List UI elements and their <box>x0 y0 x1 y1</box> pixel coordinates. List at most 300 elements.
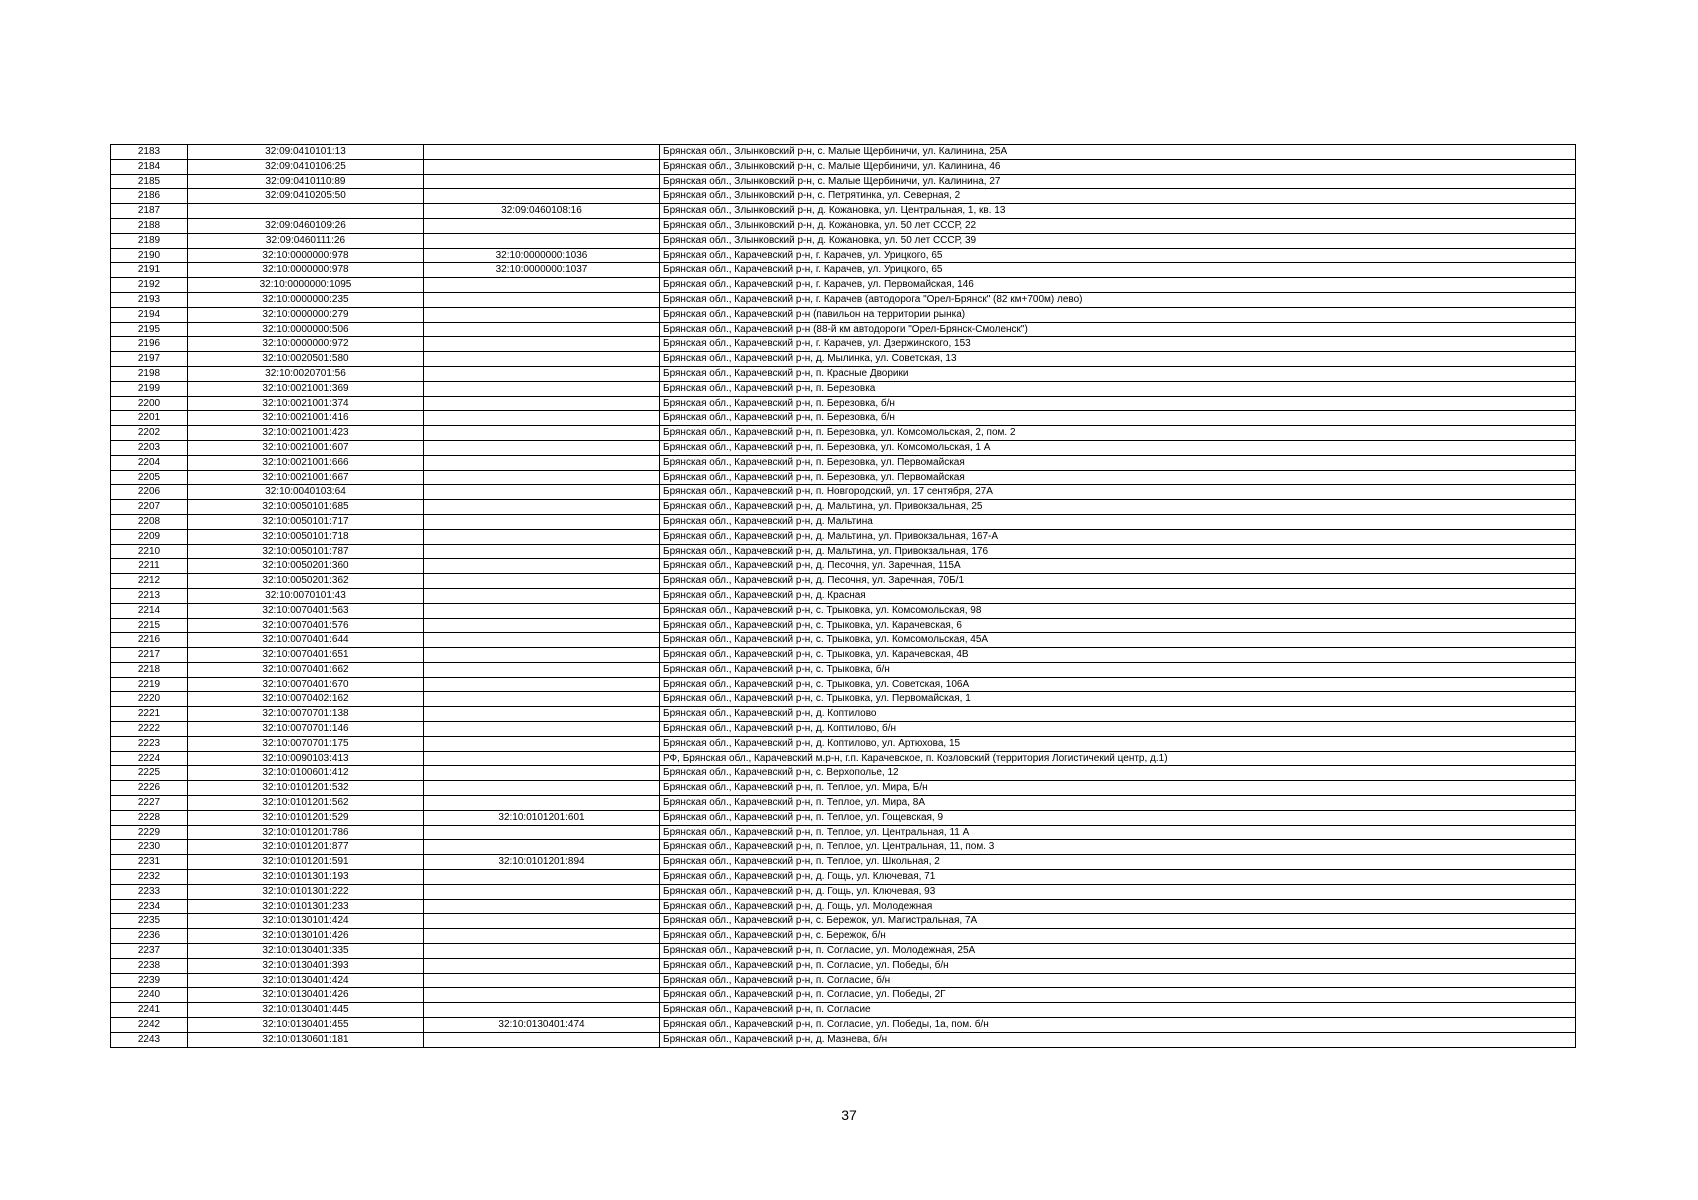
row-number-cell: 2193 <box>111 292 188 307</box>
address-cell: Брянская обл., Карачевский р-н, д. Гощь, ул. Молодежная <box>660 899 1576 914</box>
address-cell: Брянская обл., Карачевский р-н, д. Гощь, ул. Ключевая, 71 <box>660 870 1576 885</box>
row-number-cell: 2189 <box>111 233 188 248</box>
cadastral-number-cell: 32:09:0410101:13 <box>188 145 424 160</box>
table-row <box>111 500 1576 515</box>
cadastral-number-cell: 32:10:0101301:222 <box>188 884 424 899</box>
table-row <box>111 1018 1576 1033</box>
table-row <box>111 559 1576 574</box>
row-number-cell: 2237 <box>111 944 188 959</box>
row-number-cell: 2195 <box>111 322 188 337</box>
address-cell: Брянская обл., Карачевский р-н, с. Трыковка, ул. Комсомольская, 98 <box>660 603 1576 618</box>
table-row <box>111 470 1576 485</box>
table-row <box>111 751 1576 766</box>
row-number-cell: 2216 <box>111 633 188 648</box>
cadastral-number-cell: 32:10:0101201:877 <box>188 840 424 855</box>
related-cadastral-number-cell: 32:10:0000000:1036 <box>424 248 660 263</box>
table-row <box>111 218 1576 233</box>
related-cadastral-number-cell: 32:10:0130401:474 <box>424 1018 660 1033</box>
address-cell: Брянская обл., Карачевский р-н, д. Песочня, ул. Заречная, 115А <box>660 559 1576 574</box>
row-number-cell: 2224 <box>111 751 188 766</box>
cadastral-number-cell: 32:10:0130401:335 <box>188 944 424 959</box>
cadastral-number-cell: 32:10:0100601:412 <box>188 766 424 781</box>
row-number-cell: 2192 <box>111 278 188 293</box>
address-cell: Брянская обл., Злынковский р-н, с. Малые Щербиничи, ул. Калинина, 25А <box>660 145 1576 160</box>
related-cadastral-number-cell <box>424 588 660 603</box>
row-number-cell: 2223 <box>111 736 188 751</box>
table-row <box>111 411 1576 426</box>
table-row <box>111 825 1576 840</box>
address-cell: Брянская обл., Карачевский р-н, д. Песочня, ул. Заречная, 70Б/1 <box>660 574 1576 589</box>
cadastral-number-cell: 32:10:0070401:670 <box>188 677 424 692</box>
cadastral-number-cell: 32:10:0101201:562 <box>188 796 424 811</box>
row-number-cell: 2231 <box>111 855 188 870</box>
address-cell: Брянская обл., Карачевский р-н, п. Согласие, ул. Молодежная, 25А <box>660 944 1576 959</box>
row-number-cell: 2238 <box>111 958 188 973</box>
related-cadastral-number-cell <box>424 1003 660 1018</box>
table-row <box>111 810 1576 825</box>
cadastral-number-cell: 32:10:0101301:193 <box>188 870 424 885</box>
related-cadastral-number-cell <box>424 929 660 944</box>
related-cadastral-number-cell <box>424 633 660 648</box>
row-number-cell: 2236 <box>111 929 188 944</box>
address-cell: Брянская обл., Карачевский р-н, с. Трыковка, ул. Карачевская, 4В <box>660 648 1576 663</box>
table-row <box>111 840 1576 855</box>
related-cadastral-number-cell <box>424 337 660 352</box>
row-number-cell: 2222 <box>111 722 188 737</box>
related-cadastral-number-cell <box>424 352 660 367</box>
related-cadastral-number-cell <box>424 381 660 396</box>
cadastral-number-cell: 32:10:0070401:644 <box>188 633 424 648</box>
row-number-cell: 2243 <box>111 1032 188 1047</box>
row-number-cell: 2230 <box>111 840 188 855</box>
related-cadastral-number-cell <box>424 145 660 160</box>
row-number-cell: 2208 <box>111 514 188 529</box>
cadastral-number-cell: 32:10:0050101:787 <box>188 544 424 559</box>
table-row <box>111 944 1576 959</box>
cadastral-number-cell: 32:10:0000000:978 <box>188 263 424 278</box>
cadastral-number-cell: 32:10:0101201:591 <box>188 855 424 870</box>
table-row <box>111 352 1576 367</box>
address-cell: Брянская обл., Карачевский р-н (88-й км автодороги "Орел-Брянск-Смоленск") <box>660 322 1576 337</box>
related-cadastral-number-cell <box>424 796 660 811</box>
table-row <box>111 366 1576 381</box>
row-number-cell: 2241 <box>111 1003 188 1018</box>
address-cell: Брянская обл., Карачевский р-н, д. Мальтина, ул. Привокзальная, 25 <box>660 500 1576 515</box>
related-cadastral-number-cell <box>424 278 660 293</box>
row-number-cell: 2198 <box>111 366 188 381</box>
table-row <box>111 1003 1576 1018</box>
row-number-cell: 2206 <box>111 485 188 500</box>
table-row <box>111 736 1576 751</box>
table-row <box>111 174 1576 189</box>
address-cell: Брянская обл., Карачевский р-н, с. Трыковка, б/н <box>660 662 1576 677</box>
cadastral-number-cell: 32:10:0020501:580 <box>188 352 424 367</box>
related-cadastral-number-cell <box>424 500 660 515</box>
address-cell: Брянская обл., Карачевский р-н (павильон на территории рынка) <box>660 307 1576 322</box>
row-number-cell: 2240 <box>111 988 188 1003</box>
cadastral-number-cell: 32:10:0130401:445 <box>188 1003 424 1018</box>
address-cell: Брянская обл., Карачевский р-н, г. Карачев, ул. Первомайская, 146 <box>660 278 1576 293</box>
row-number-cell: 2220 <box>111 692 188 707</box>
related-cadastral-number-cell <box>424 322 660 337</box>
table-row <box>111 485 1576 500</box>
cadastral-number-cell: 32:10:0040103:64 <box>188 485 424 500</box>
address-cell: Брянская обл., Карачевский р-н, г. Карачев, ул. Дзержинского, 153 <box>660 337 1576 352</box>
cadastral-number-cell: 32:10:0130401:424 <box>188 973 424 988</box>
address-cell: Брянская обл., Карачевский р-н, п. Теплое, ул. Мира, Б/н <box>660 781 1576 796</box>
row-number-cell: 2202 <box>111 426 188 441</box>
address-cell: Брянская обл., Карачевский р-н, п. Березовка <box>660 381 1576 396</box>
related-cadastral-number-cell <box>424 677 660 692</box>
related-cadastral-number-cell <box>424 189 660 204</box>
table-row <box>111 588 1576 603</box>
row-number-cell: 2217 <box>111 648 188 663</box>
related-cadastral-number-cell <box>424 396 660 411</box>
table-row <box>111 248 1576 263</box>
row-number-cell: 2194 <box>111 307 188 322</box>
related-cadastral-number-cell <box>424 1032 660 1047</box>
row-number-cell: 2209 <box>111 529 188 544</box>
cadastral-number-cell: 32:10:0070401:576 <box>188 618 424 633</box>
related-cadastral-number-cell: 32:10:0101201:601 <box>424 810 660 825</box>
cadastral-number-cell: 32:10:0070701:138 <box>188 707 424 722</box>
cadastral-number-cell: 32:10:0130401:426 <box>188 988 424 1003</box>
cadastral-number-cell: 32:10:0021001:416 <box>188 411 424 426</box>
address-cell: Брянская обл., Карачевский р-н, д. Коптилово, ул. Артюхова, 15 <box>660 736 1576 751</box>
table-row <box>111 514 1576 529</box>
related-cadastral-number-cell <box>424 662 660 677</box>
table-row <box>111 677 1576 692</box>
table-row <box>111 796 1576 811</box>
address-cell: Брянская обл., Карачевский р-н, с. Бережок, б/н <box>660 929 1576 944</box>
row-number-cell: 2239 <box>111 973 188 988</box>
table-row <box>111 233 1576 248</box>
row-number-cell: 2187 <box>111 204 188 219</box>
table-row <box>111 603 1576 618</box>
address-cell: Брянская обл., Карачевский р-н, п. Березовка, ул. Комсомольская, 1 А <box>660 440 1576 455</box>
address-cell: Брянская обл., Карачевский р-н, д. Красная <box>660 588 1576 603</box>
address-cell: Брянская обл., Карачевский р-н, п. Согласие, ул. Победы, 2Г <box>660 988 1576 1003</box>
cadastral-number-cell: 32:09:0410110:89 <box>188 174 424 189</box>
cadastral-number-cell: 32:10:0050201:362 <box>188 574 424 589</box>
related-cadastral-number-cell <box>424 692 660 707</box>
row-number-cell: 2233 <box>111 884 188 899</box>
address-cell: Брянская обл., Карачевский р-н, с. Трыковка, ул. Карачевская, 6 <box>660 618 1576 633</box>
table-row <box>111 263 1576 278</box>
table-row <box>111 707 1576 722</box>
related-cadastral-number-cell: 32:09:0460108:16 <box>424 204 660 219</box>
cadastral-number-cell: 32:10:0070701:175 <box>188 736 424 751</box>
related-cadastral-number-cell <box>424 988 660 1003</box>
address-cell: Брянская обл., Карачевский р-н, п. Теплое, ул. Центральная, 11, пом. 3 <box>660 840 1576 855</box>
row-number-cell: 2213 <box>111 588 188 603</box>
cadastral-number-cell: 32:10:0021001:667 <box>188 470 424 485</box>
row-number-cell: 2211 <box>111 559 188 574</box>
table-row <box>111 914 1576 929</box>
row-number-cell: 2218 <box>111 662 188 677</box>
row-number-cell: 2234 <box>111 899 188 914</box>
table-body <box>111 145 1576 1048</box>
cadastral-number-cell: 32:10:0101201:786 <box>188 825 424 840</box>
address-cell: Брянская обл., Злынковский р-н, д. Кожановка, ул. 50 лет СССР, 39 <box>660 233 1576 248</box>
row-number-cell: 2225 <box>111 766 188 781</box>
row-number-cell: 2221 <box>111 707 188 722</box>
address-cell: Брянская обл., Карачевский р-н, д. Мылинка, ул. Советская, 13 <box>660 352 1576 367</box>
table-row <box>111 958 1576 973</box>
cadastral-number-cell: 32:10:0090103:413 <box>188 751 424 766</box>
related-cadastral-number-cell <box>424 899 660 914</box>
related-cadastral-number-cell <box>424 440 660 455</box>
related-cadastral-number-cell <box>424 529 660 544</box>
row-number-cell: 2199 <box>111 381 188 396</box>
row-number-cell: 2188 <box>111 218 188 233</box>
cadastral-number-cell: 32:10:0021001:374 <box>188 396 424 411</box>
table-row <box>111 781 1576 796</box>
row-number-cell: 2186 <box>111 189 188 204</box>
table-row <box>111 396 1576 411</box>
row-number-cell: 2204 <box>111 455 188 470</box>
address-cell: Брянская обл., Карачевский р-н, п. Теплое, ул. Мира, 8А <box>660 796 1576 811</box>
table-row <box>111 988 1576 1003</box>
table-row <box>111 855 1576 870</box>
address-cell: Брянская обл., Злынковский р-н, д. Кожановка, ул. Центральная, 1, кв. 13 <box>660 204 1576 219</box>
data-table <box>110 144 1576 1048</box>
table-row <box>111 322 1576 337</box>
address-cell: Брянская обл., Карачевский р-н, д. Гощь, ул. Ключевая, 93 <box>660 884 1576 899</box>
address-cell: Брянская обл., Карачевский р-н, д. Мальтина, ул. Привокзальная, 167-А <box>660 529 1576 544</box>
related-cadastral-number-cell <box>424 840 660 855</box>
related-cadastral-number-cell <box>424 884 660 899</box>
row-number-cell: 2185 <box>111 174 188 189</box>
address-cell: Брянская обл., Карачевский р-н, п. Новгородский, ул. 17 сентября, 27А <box>660 485 1576 500</box>
cadastral-number-cell: 32:10:0021001:607 <box>188 440 424 455</box>
related-cadastral-number-cell: 32:10:0000000:1037 <box>424 263 660 278</box>
row-number-cell: 2203 <box>111 440 188 455</box>
related-cadastral-number-cell: 32:10:0101201:894 <box>424 855 660 870</box>
address-cell: Брянская обл., Карачевский р-н, п. Согласие, ул. Победы, б/н <box>660 958 1576 973</box>
related-cadastral-number-cell <box>424 485 660 500</box>
row-number-cell: 2229 <box>111 825 188 840</box>
table-row <box>111 929 1576 944</box>
address-cell: Брянская обл., Карачевский р-н, с. Трыковка, ул. Советская, 106А <box>660 677 1576 692</box>
related-cadastral-number-cell <box>424 914 660 929</box>
related-cadastral-number-cell <box>424 174 660 189</box>
cadastral-number-cell: 32:09:0460109:26 <box>188 218 424 233</box>
related-cadastral-number-cell <box>424 958 660 973</box>
table-row <box>111 440 1576 455</box>
row-number-cell: 2205 <box>111 470 188 485</box>
table-row <box>111 870 1576 885</box>
table-row <box>111 574 1576 589</box>
table-row <box>111 278 1576 293</box>
table-row <box>111 337 1576 352</box>
cadastral-number-cell: 32:10:0101201:532 <box>188 781 424 796</box>
address-cell: Брянская обл., Карачевский р-н, с. Бережок, ул. Магистральная, 7А <box>660 914 1576 929</box>
related-cadastral-number-cell <box>424 366 660 381</box>
address-cell: Брянская обл., Злынковский р-н, д. Кожановка, ул. 50 лет СССР, 22 <box>660 218 1576 233</box>
row-number-cell: 2201 <box>111 411 188 426</box>
address-cell: Брянская обл., Карачевский р-н, д. Мальтина <box>660 514 1576 529</box>
address-cell: Брянская обл., Карачевский р-н, п. Согласие <box>660 1003 1576 1018</box>
address-cell: Брянская обл., Карачевский р-н, п. Березовка, ул. Комсомольская, 2, пом. 2 <box>660 426 1576 441</box>
related-cadastral-number-cell <box>424 559 660 574</box>
address-cell: Брянская обл., Карачевский р-н, п. Березовка, ул. Первомайская <box>660 470 1576 485</box>
cadastral-number-cell: 32:10:0021001:423 <box>188 426 424 441</box>
table-row <box>111 692 1576 707</box>
address-cell: Брянская обл., Карачевский р-н, п. Согласие, б/н <box>660 973 1576 988</box>
related-cadastral-number-cell <box>424 411 660 426</box>
table-row <box>111 1032 1576 1047</box>
related-cadastral-number-cell <box>424 766 660 781</box>
cadastral-number-cell: 32:10:0130101:424 <box>188 914 424 929</box>
related-cadastral-number-cell <box>424 707 660 722</box>
related-cadastral-number-cell <box>424 159 660 174</box>
cadastral-number-cell: 32:09:0460111:26 <box>188 233 424 248</box>
row-number-cell: 2184 <box>111 159 188 174</box>
address-cell: Брянская обл., Злынковский р-н, с. Петрятинка, ул. Северная, 2 <box>660 189 1576 204</box>
row-number-cell: 2219 <box>111 677 188 692</box>
related-cadastral-number-cell <box>424 618 660 633</box>
cadastral-number-cell: 32:10:0050101:718 <box>188 529 424 544</box>
related-cadastral-number-cell <box>424 781 660 796</box>
cadastral-number-cell: 32:10:0000000:972 <box>188 337 424 352</box>
row-number-cell: 2215 <box>111 618 188 633</box>
address-cell: Брянская обл., Карачевский р-н, г. Карачев, ул. Урицкого, 65 <box>660 248 1576 263</box>
table-row <box>111 145 1576 160</box>
table-row <box>111 662 1576 677</box>
table-row <box>111 381 1576 396</box>
table-row <box>111 766 1576 781</box>
related-cadastral-number-cell <box>424 292 660 307</box>
row-number-cell: 2226 <box>111 781 188 796</box>
table-row <box>111 899 1576 914</box>
related-cadastral-number-cell <box>424 825 660 840</box>
row-number-cell: 2197 <box>111 352 188 367</box>
address-cell: Брянская обл., Карачевский р-н, д. Мальтина, ул. Привокзальная, 176 <box>660 544 1576 559</box>
table-row <box>111 189 1576 204</box>
table-row <box>111 159 1576 174</box>
table-row <box>111 973 1576 988</box>
table-row <box>111 292 1576 307</box>
cadastral-number-cell: 32:10:0070401:662 <box>188 662 424 677</box>
address-cell: Брянская обл., Карачевский р-н, п. Березовка, б/н <box>660 396 1576 411</box>
table-row <box>111 455 1576 470</box>
table-row <box>111 307 1576 322</box>
row-number-cell: 2212 <box>111 574 188 589</box>
related-cadastral-number-cell <box>424 736 660 751</box>
related-cadastral-number-cell <box>424 218 660 233</box>
table-row <box>111 648 1576 663</box>
related-cadastral-number-cell <box>424 544 660 559</box>
cadastral-number-cell: 32:10:0000000:235 <box>188 292 424 307</box>
related-cadastral-number-cell <box>424 574 660 589</box>
cadastral-number-cell: 32:10:0070401:651 <box>188 648 424 663</box>
related-cadastral-number-cell <box>424 944 660 959</box>
cadastral-number-cell: 32:10:0050101:685 <box>188 500 424 515</box>
row-number-cell: 2207 <box>111 500 188 515</box>
address-cell: Брянская обл., Карачевский р-н, с. Трыковка, ул. Комсомольская, 45А <box>660 633 1576 648</box>
cadastral-number-cell: 32:09:0410205:50 <box>188 189 424 204</box>
related-cadastral-number-cell <box>424 307 660 322</box>
address-cell: Брянская обл., Карачевский р-н, д. Коптилово <box>660 707 1576 722</box>
address-cell: Брянская обл., Карачевский р-н, п. Теплое, ул. Центральная, 11 А <box>660 825 1576 840</box>
cadastral-number-cell: 32:10:0050101:717 <box>188 514 424 529</box>
address-cell: Брянская обл., Карачевский р-н, п. Красные Дворики <box>660 366 1576 381</box>
row-number-cell: 2190 <box>111 248 188 263</box>
address-cell: Брянская обл., Карачевский р-н, д. Коптилово, б/н <box>660 722 1576 737</box>
cadastral-number-cell: 32:10:0000000:978 <box>188 248 424 263</box>
cadastral-number-cell: 32:10:0101201:529 <box>188 810 424 825</box>
address-cell: Брянская обл., Злынковский р-н, с. Малые Щербиничи, ул. Калинина, 27 <box>660 174 1576 189</box>
row-number-cell: 2200 <box>111 396 188 411</box>
address-cell: Брянская обл., Карачевский р-н, с. Верхополье, 12 <box>660 766 1576 781</box>
cadastral-number-cell: 32:10:0070701:146 <box>188 722 424 737</box>
table-row <box>111 529 1576 544</box>
row-number-cell: 2235 <box>111 914 188 929</box>
cadastral-number-cell: 32:10:0000000:279 <box>188 307 424 322</box>
row-number-cell: 2210 <box>111 544 188 559</box>
related-cadastral-number-cell <box>424 470 660 485</box>
page-number: 37 <box>841 1107 857 1123</box>
address-cell: Брянская обл., Карачевский р-н, г. Карачев, ул. Урицкого, 65 <box>660 263 1576 278</box>
address-cell: Брянская обл., Карачевский р-н, п. Березовка, ул. Первомайская <box>660 455 1576 470</box>
related-cadastral-number-cell <box>424 722 660 737</box>
row-number-cell: 2191 <box>111 263 188 278</box>
table-row <box>111 633 1576 648</box>
cadastral-number-cell <box>188 204 424 219</box>
address-cell: Брянская обл., Карачевский р-н, с. Трыковка, ул. Первомайская, 1 <box>660 692 1576 707</box>
cadastral-number-cell: 32:10:0070402:162 <box>188 692 424 707</box>
related-cadastral-number-cell <box>424 603 660 618</box>
cadastral-number-cell: 32:10:0021001:666 <box>188 455 424 470</box>
related-cadastral-number-cell <box>424 870 660 885</box>
row-number-cell: 2196 <box>111 337 188 352</box>
row-number-cell: 2227 <box>111 796 188 811</box>
related-cadastral-number-cell <box>424 455 660 470</box>
cadastral-number-cell: 32:10:0130401:393 <box>188 958 424 973</box>
address-cell: Брянская обл., Карачевский р-н, д. Мазнева, б/н <box>660 1032 1576 1047</box>
cadastral-number-cell: 32:09:0410106:25 <box>188 159 424 174</box>
related-cadastral-number-cell <box>424 751 660 766</box>
cadastral-number-cell: 32:10:0130601:181 <box>188 1032 424 1047</box>
related-cadastral-number-cell <box>424 973 660 988</box>
cadastral-number-cell: 32:10:0130101:426 <box>188 929 424 944</box>
address-cell: Брянская обл., Карачевский р-н, п. Согласие, ул. Победы, 1а, пом. б/н <box>660 1018 1576 1033</box>
row-number-cell: 2214 <box>111 603 188 618</box>
address-cell: Брянская обл., Карачевский р-н, п. Теплое, ул. Школьная, 2 <box>660 855 1576 870</box>
cadastral-number-cell: 32:10:0000000:506 <box>188 322 424 337</box>
address-cell: Брянская обл., Карачевский р-н, п. Березовка, б/н <box>660 411 1576 426</box>
related-cadastral-number-cell <box>424 514 660 529</box>
cadastral-number-cell: 32:10:0070401:563 <box>188 603 424 618</box>
cadastral-number-cell: 32:10:0101301:233 <box>188 899 424 914</box>
table-row <box>111 426 1576 441</box>
cadastral-number-cell: 32:10:0050201:360 <box>188 559 424 574</box>
table-row <box>111 884 1576 899</box>
address-cell: Брянская обл., Карачевский р-н, г. Карачев (автодорога "Орел-Брянск" (82 км+700м) лево) <box>660 292 1576 307</box>
related-cadastral-number-cell <box>424 648 660 663</box>
row-number-cell: 2232 <box>111 870 188 885</box>
related-cadastral-number-cell <box>424 233 660 248</box>
cadastral-number-cell: 32:10:0021001:369 <box>188 381 424 396</box>
table-row <box>111 544 1576 559</box>
table-row <box>111 618 1576 633</box>
cadastral-number-cell: 32:10:0020701:56 <box>188 366 424 381</box>
row-number-cell: 2183 <box>111 145 188 160</box>
table-row <box>111 204 1576 219</box>
address-cell: Брянская обл., Карачевский р-н, п. Теплое, ул. Гощевская, 9 <box>660 810 1576 825</box>
table-row <box>111 722 1576 737</box>
